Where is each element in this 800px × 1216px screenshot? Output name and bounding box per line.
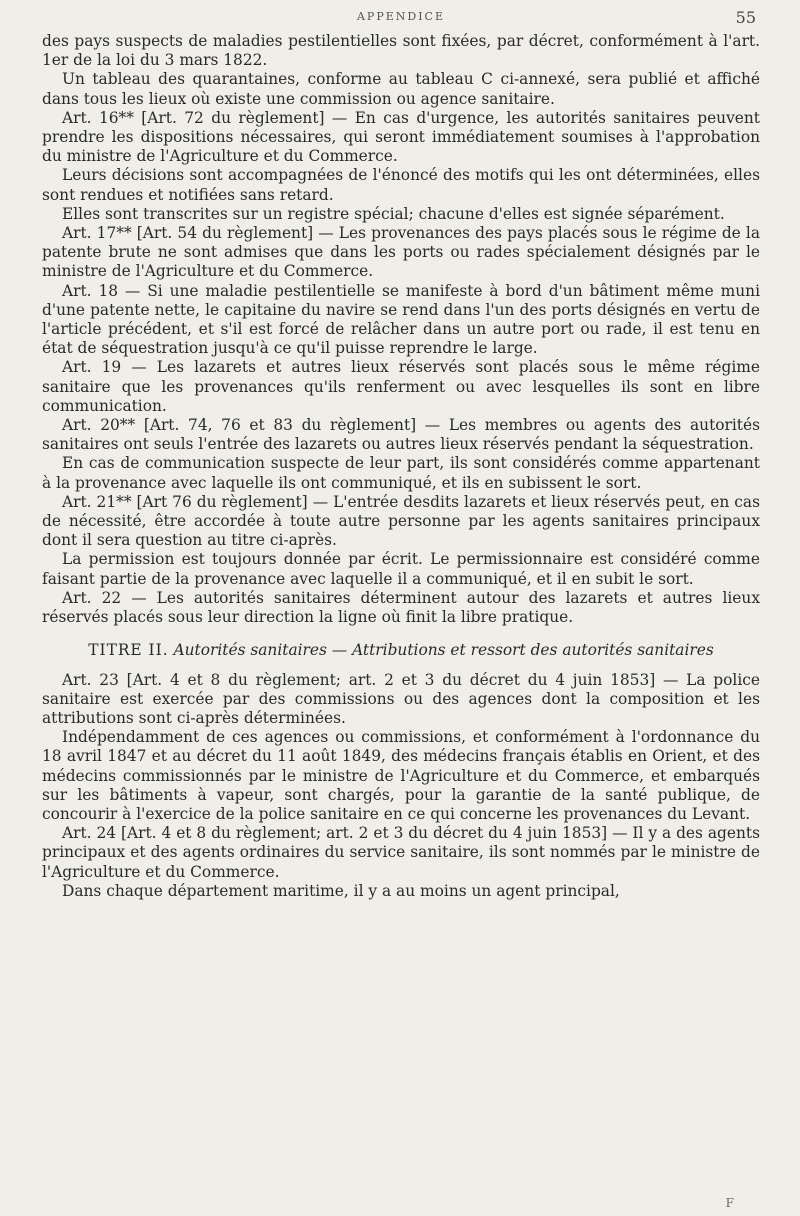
paragraph: Art. 20** [Art. 74, 76 et 83 du règlement] — Les membres ou agents des autorités sanitaires ont seuls l'entrée des lazarets ou autres lieux réservés pendant la séquestration. <box>42 416 760 454</box>
signature-mark: F <box>725 1196 734 1210</box>
paragraph: des pays suspects de maladies pestilentielles sont fixées, par décret, conformément à l'art. 1er de la loi du 3 mars 1822. <box>42 32 760 70</box>
paragraph: Art. 19 — Les lazarets et autres lieux réservés sont placés sous le même régime sanitaire que les provenances qu'ils renferment ou avec lesquelles ils sont en libre communication. <box>42 358 760 415</box>
page-number: 55 <box>735 8 756 27</box>
paragraph: Leurs décisions sont accompagnées de l'énoncé des motifs qui les ont déterminées, elles sont rendues et notifiées sans retard. <box>42 166 760 204</box>
paragraph: Art. 22 — Les autorités sanitaires déterminent autour des lazarets et autres lieux réservés placés sous leur direction la ligne où finit la libre pratique. <box>42 588 760 627</box>
paragraph: En cas de communication suspecte de leur part, ils sont considérés comme appartenant à la provenance avec laquelle ils ont communiqué, et ils en subissent le sort. <box>42 454 760 492</box>
paragraph: Art. 17** [Art. 54 du règlement] — Les provenances des pays placés sous le régime de la patente brute ne sont admises que dans les ports ou rades spécialement désignés par le ministre de l'Agriculture et du Commerce. <box>42 224 760 281</box>
paragraph: Art. 18 — Si une maladie pestilentielle se manifeste à bord d'un bâtiment même muni d'une patente nette, le capitaine du navire se rend dans l'un des ports désignés en vertu de l'article précédent, et s'il est forcé de relâcher dans un autre port ou rade, il est tenu en état de séquestration jusqu'à ce qu'il puisse reprendre le large. <box>42 281 760 358</box>
paragraph: Art. 21** [Art 76 du règlement] — L'entrée desdits lazarets et lieux réservés peut, en cas de nécessité, être accordée à toute autre personne par les agents sanitaires principaux dont il sera question au titre ci-après. <box>42 492 760 550</box>
paragraph: Art. 24 [Art. 4 et 8 du règlement; art. 2 et 3 du décret du 4 juin 1853] — Il y a des agents principaux et des agents ordinaires du service sanitaire, ils sont nommés par le ministre de l'Agriculture et du Commerce. <box>42 824 760 881</box>
running-header <box>42 10 760 32</box>
body-text <box>42 32 760 901</box>
running-title: APPENDICE <box>356 10 445 23</box>
paragraph: Indépendamment de ces agences ou commissions, et conformément à l'ordonnance du 18 avril 1847 et au décret du 11 août 1849, des médecins français établis en Orient, et des médecins commissionnés par le ministre de l'Agriculture et du Commerce, et embarqués sur les bâtiments à vapeur, sont chargés, pour la garantie de la santé publique, de concourir à l'exercice de la police sanitaire en ce qui concerne les provenances du Levant. <box>42 728 760 823</box>
section-title-italic: Autorités sanitaires — Attributions et ressort des autorités sanitaires <box>173 641 714 660</box>
paragraph: Art. 16** [Art. 72 du règlement] — En cas d'urgence, les autorités sanitaires peuvent prendre les dispositions nécessaires, qui seront immédiatement soumises à l'approbation du ministre de l'Agriculture et du Commerce. <box>42 108 760 166</box>
paragraph: Art. 23 [Art. 4 et 8 du règlement; art. 2 et 3 du décret du 4 juin 1853] — La police sanitaire est exercée par des commissions ou des agences dont la composition et les attributions sont ci-après déterminées. <box>42 670 760 727</box>
paragraph: La permission est toujours donnée par écrit. Le permissionnaire est considéré comme faisant partie de la provenance avec laquelle il a communiqué, et il en subit le sort. <box>42 550 760 588</box>
paragraph: Dans chaque département maritime, il y a au moins un agent principal, <box>62 881 620 900</box>
paragraph: Elles sont transcrites sur un registre spécial; chacune d'elles est signée séparément. <box>62 204 725 223</box>
paragraph: Un tableau des quarantaines, conforme au tableau C ci-annexé, sera publié et affiché dans tous les lieux où existe une commission ou agence sanitaire. <box>42 70 760 108</box>
section-heading <box>42 641 760 660</box>
section-title-prefix: TITRE II. <box>88 641 169 660</box>
